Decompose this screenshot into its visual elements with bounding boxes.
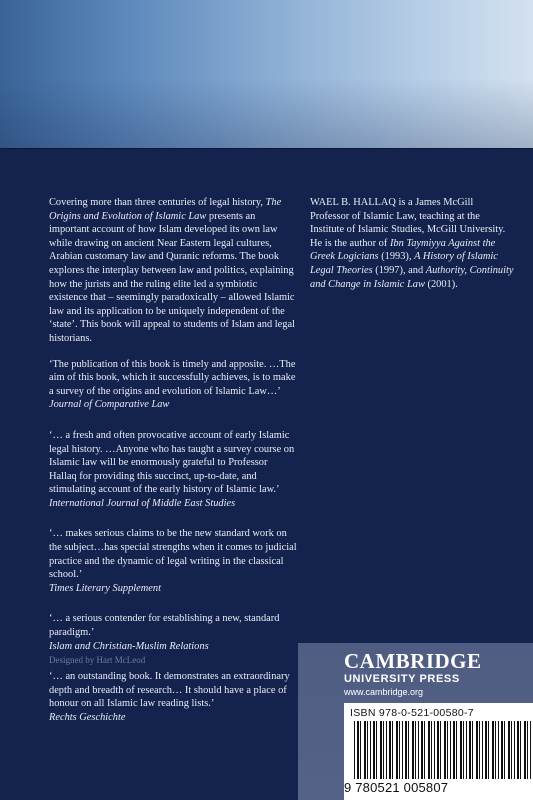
review-source: Journal of Comparative Law	[49, 399, 170, 411]
book-title: The Origins and Evolution of Islamic Law	[49, 197, 282, 222]
review-quote: ‘… an outstanding book. It demonstrates an extraordinary depth and breadth of research… It should have a place of honour on all Islamic law reading lists.’ Rechts Geschichte	[49, 670, 297, 724]
review-source: Islam and Christian-Muslim Relations	[49, 640, 209, 652]
author-bio	[310, 196, 515, 291]
publisher-url: www.cambridge.org	[344, 687, 424, 697]
review-quote: ‘The publication of this book is timely and apposite. …The aim of this book, which it successfully achieves, is to make a survey of the origins and evolution of Islamic Law…’ Journal of Comparative Law	[49, 358, 296, 411]
isbn-text: ISBN 978-0-521-00580-7	[350, 707, 474, 719]
review-quote: ‘… a fresh and often provocative account of early Islamic legal history. …Anyone who has taught a survey course on Islamic law will be enormously grateful to Professor Hallaq for providing this succinct, up-to-date, and stimulating account of the early history of Islamic law.’ International Journal of Middle East Studies	[49, 429, 297, 511]
left-column	[49, 196, 297, 725]
barcode-bars	[354, 721, 533, 779]
author-bio-text: WAEL B. HALLAQ is a James McGill Professor of Islamic Law, teaching at the Institute of Islamic Studies, McGill University. He is the author of Ibn Taymiyya Against the Greek Logicians (1993), A History of Islamic Legal Theories (1997), and Authority, Continuity and Change in Islamic Law (2001).	[310, 197, 514, 290]
review-source: Rechts Geschichte	[49, 712, 126, 723]
band-divider	[0, 148, 533, 149]
publisher-press: UNIVERSITY PRESS	[344, 673, 460, 685]
designer-credit: Designed by Hart McLeod	[49, 655, 146, 665]
review-source: Times Literary Supplement	[49, 582, 161, 594]
barcode-digits: 9 780521 005807	[344, 780, 449, 795]
review-quote: ‘… a serious contender for establishing a new, standard paradigm.’ Islam and Christian-Muslim Relations	[49, 612, 297, 653]
review-source: International Journal of Middle East Studies	[49, 497, 236, 509]
publisher-box	[298, 643, 533, 800]
publisher-name: CAMBRIDGE	[344, 649, 482, 673]
review-quote: ‘… makes serious claims to be the new standard work on the subject…has special strengths when it comes to judicial practice and the dynamic of legal writing in the classical school.’ Times Literary Supplement	[49, 528, 297, 594]
cover-top-gradient-band	[0, 0, 533, 148]
barcode-area	[344, 703, 533, 800]
book-description: Covering more than three centuries of legal history, The Origins and Evolution of Islamic Law presents an important account of how Islam developed its own law while drawing on ancient Near Eastern legal cultures, Arabian customary law and Quranic reforms. The book explores the interplay between law and politics, explaining how the jurists and the ruling elite led a symbiotic existence that – seemingly paradoxically – allowed Islamic law and its application to be uniquely independent of the ‘state’. This book will appeal to students of Islam and legal historians.	[49, 197, 295, 344]
